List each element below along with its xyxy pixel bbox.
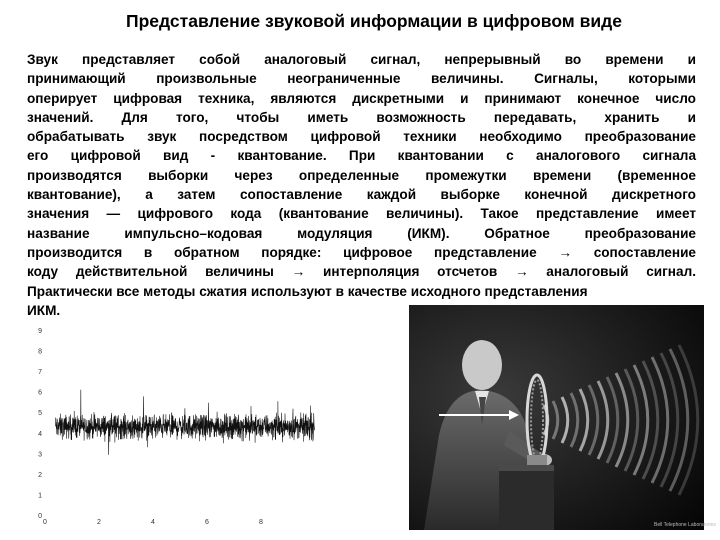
- y-tick-label: 7: [38, 369, 42, 377]
- body-text-line: Практически все методы сжатия используют в качестве исходного представления: [27, 283, 588, 299]
- body-text-line: принимающий произвольные неограниченные величины. Сигналы, которыми: [27, 71, 696, 87]
- body-text-line: производятся выборки через определенные промежутки времени (временное: [27, 167, 696, 183]
- y-tick-label: 0: [38, 513, 42, 520]
- y-tick-label: 6: [38, 389, 42, 397]
- x-tick-label: 6: [205, 519, 209, 526]
- body-text-line: коду действительной величины → интерполяция отсчетов → аналоговый сигнал.: [27, 264, 696, 280]
- body-text-line: обрабатывать звук посредством цифровой техники необходимо преобразование: [27, 129, 696, 145]
- body-text-line: ИКМ.: [27, 302, 61, 318]
- x-tick-label: 4: [151, 519, 155, 526]
- signal-waveform-chart: [30, 325, 330, 525]
- slide-body-text: [27, 50, 696, 320]
- y-tick-label: 1: [38, 492, 42, 500]
- x-tick-label: 8: [259, 519, 263, 526]
- x-tick-label: 0: [43, 519, 47, 526]
- y-tick-label: 5: [38, 410, 42, 418]
- y-tick-label: 3: [38, 451, 42, 459]
- slide-title: Представление звуковой информации в цифровом виде: [126, 11, 622, 31]
- scientist-sound-waves-photo: [409, 305, 716, 530]
- photo-caption: Bell Telephone Laboratories: [654, 522, 716, 528]
- y-tick-label: 8: [38, 348, 42, 356]
- body-text-line: название импульсно–кодовая модуляция (ИКМ). Обратное преобразование: [27, 225, 696, 241]
- y-tick-label: 4: [38, 430, 42, 438]
- body-text-line: его цифровой вид - квантование. При квантовании с аналогового сигнала: [27, 148, 696, 164]
- body-text-line: оперирует цифровая техника, являются дискретными и принимают конечное число: [27, 90, 696, 106]
- y-tick-label: 9: [38, 328, 42, 335]
- body-text-line: Звук представляет собой аналоговый сигнал, непрерывный во времени и: [27, 52, 696, 67]
- body-text-line: квантование), а затем сопоставление каждой выборке конечной дискретного: [27, 187, 696, 203]
- y-tick-label: 2: [38, 471, 42, 479]
- body-text-line: производится в обратном порядке: цифровое представление → сопоставление: [27, 244, 696, 260]
- x-tick-label: 2: [97, 519, 101, 526]
- body-text-line: значения — цифрового кода (квантование величины). Такое представление имеет: [27, 206, 696, 222]
- signal-series-line: [55, 390, 314, 455]
- body-text-line: значений. Для того, чтобы иметь возможность передавать, хранить и: [27, 109, 696, 125]
- photo-illustration: [409, 305, 716, 530]
